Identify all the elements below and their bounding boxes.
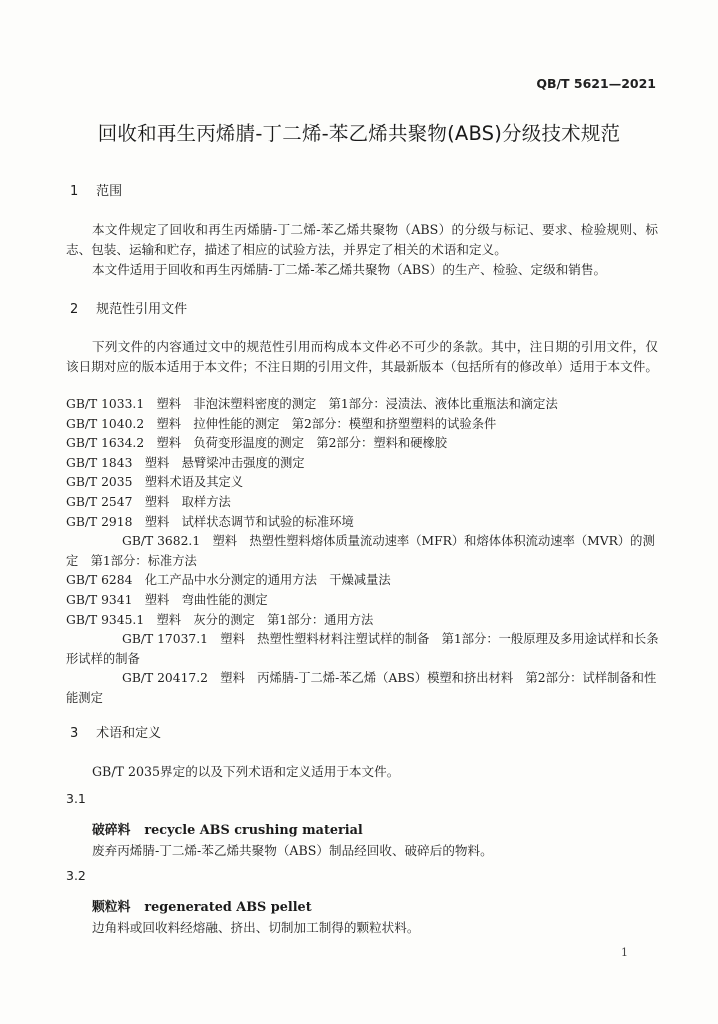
standard-code: QB/T 5621—2021 bbox=[536, 76, 656, 91]
page-number: 1 bbox=[621, 946, 628, 959]
reference-code: GB/T 17037.1 bbox=[122, 632, 208, 647]
term-name-en: regenerated ABS pellet bbox=[144, 900, 312, 915]
section-3-heading bbox=[70, 722, 161, 741]
reference-item bbox=[66, 513, 660, 533]
reference-title: 塑料 丙烯腈-丁二烯-苯乙烯（ABS）模塑和挤出材料 第2部分：试样制备和性能测定 bbox=[66, 671, 657, 705]
scope-paragraph-1: 本文件规定了回收和再生丙烯腈-丁二烯-苯乙烯共聚物（ABS）的分级与标记、要求、检验规则、标志、包装、运输和贮存，描述了相应的试验方法，并界定了相关的术语和定义。 bbox=[66, 222, 658, 257]
reference-item bbox=[66, 611, 660, 631]
reference-item bbox=[66, 493, 660, 513]
reference-code: GB/T 9341 bbox=[66, 592, 133, 607]
reference-title: 塑料 取样方法 bbox=[144, 494, 231, 509]
document-title: 回收和再生丙烯腈-丁二烯-苯乙烯共聚物(ABS)分级技术规范 bbox=[97, 122, 621, 145]
section-number: 1 bbox=[70, 184, 79, 199]
reference-code: GB/T 3682.1 bbox=[122, 534, 201, 549]
reference-code: GB/T 1033.1 bbox=[66, 397, 145, 411]
reference-title: 塑料 灰分的测定 第1部分：通用方法 bbox=[156, 612, 374, 627]
reference-item bbox=[66, 571, 660, 591]
section-number: 3 bbox=[70, 726, 79, 741]
term-name bbox=[92, 819, 363, 838]
reference-code: GB/T 2035 bbox=[66, 475, 133, 490]
term-name-cn: 颗粒料 bbox=[92, 900, 131, 915]
reference-item bbox=[66, 434, 660, 454]
reference-title: 塑料术语及其定义 bbox=[144, 475, 244, 490]
term-name-cn: 破碎料 bbox=[92, 823, 131, 838]
reference-code: GB/T 9345.1 bbox=[66, 612, 145, 627]
reference-title: 塑料 热塑性塑料材料注塑试样的制备 第1部分：一般原理及多用途试样和长条形试样的制备 bbox=[66, 632, 659, 666]
term-number: 3.2 bbox=[66, 868, 86, 883]
reference-item bbox=[66, 473, 660, 493]
section-title: 范围 bbox=[96, 184, 123, 199]
reference-item bbox=[66, 591, 660, 611]
reference-list bbox=[66, 395, 660, 709]
reference-code: GB/T 6284 bbox=[66, 573, 133, 588]
term-definition: 废弃丙烯腈-丁二烯-苯乙烯共聚物（ABS）制品经回收、破碎后的物料。 bbox=[92, 843, 493, 858]
reference-title: 塑料 悬臂梁冲击强度的测定 bbox=[144, 455, 305, 470]
reference-code: GB/T 20417.2 bbox=[122, 671, 208, 686]
reference-item bbox=[66, 532, 660, 571]
reference-title: 塑料 试样状态调节和试验的标准环境 bbox=[144, 514, 354, 529]
reference-item bbox=[66, 454, 660, 474]
references-intro: 下列文件的内容通过文中的规范性引用而构成本文件必不可少的条款。其中，注日期的引用文件，仅该日期对应的版本适用于本文件；不注日期的引用文件，其最新版本（包括所有的修改单）适用于本文件。 bbox=[66, 339, 658, 374]
section-1-heading bbox=[70, 180, 122, 199]
reference-code: GB/T 1843 bbox=[66, 455, 133, 470]
section-title: 规范性引用文件 bbox=[96, 302, 188, 317]
reference-title: 化工产品中水分测定的通用方法 干燥减量法 bbox=[144, 573, 391, 588]
reference-item bbox=[66, 395, 660, 415]
reference-item bbox=[66, 630, 660, 669]
term-number: 3.1 bbox=[66, 791, 86, 806]
reference-title: 塑料 热塑性塑料熔体质量流动速率（MFR）和熔体体积流动速率（MVR）的测定 第1部分：标准方法 bbox=[66, 534, 655, 568]
section-number: 2 bbox=[70, 302, 79, 317]
reference-title: 塑料 拉伸性能的测定 第2部分：模塑和挤塑塑料的试验条件 bbox=[156, 416, 497, 431]
reference-title: 塑料 弯曲性能的测定 bbox=[144, 592, 268, 607]
section-title: 术语和定义 bbox=[96, 726, 162, 741]
term-name-en: recycle ABS crushing material bbox=[144, 823, 363, 838]
reference-code: GB/T 2918 bbox=[66, 514, 133, 529]
term-name bbox=[92, 896, 312, 915]
reference-item bbox=[66, 415, 660, 435]
reference-title: 塑料 非泡沫塑料密度的测定 第1部分：浸渍法、液体比重瓶法和滴定法 bbox=[156, 397, 558, 411]
reference-item bbox=[66, 669, 660, 708]
reference-code: GB/T 1040.2 bbox=[66, 416, 145, 431]
section-2-heading bbox=[70, 298, 187, 317]
terms-intro: GB/T 2035界定的以及下列术语和定义适用于本文件。 bbox=[92, 764, 400, 779]
reference-code: GB/T 1634.2 bbox=[66, 436, 145, 451]
reference-code: GB/T 2547 bbox=[66, 494, 133, 509]
scope-paragraph-2: 本文件适用于回收和再生丙烯腈-丁二烯-苯乙烯共聚物（ABS）的生产、检验、定级和销售。 bbox=[92, 262, 607, 277]
term-definition: 边角料或回收料经熔融、挤出、切制加工制得的颗粒状料。 bbox=[92, 920, 420, 935]
reference-title: 塑料 负荷变形温度的测定 第2部分：塑料和硬橡胶 bbox=[156, 436, 448, 451]
